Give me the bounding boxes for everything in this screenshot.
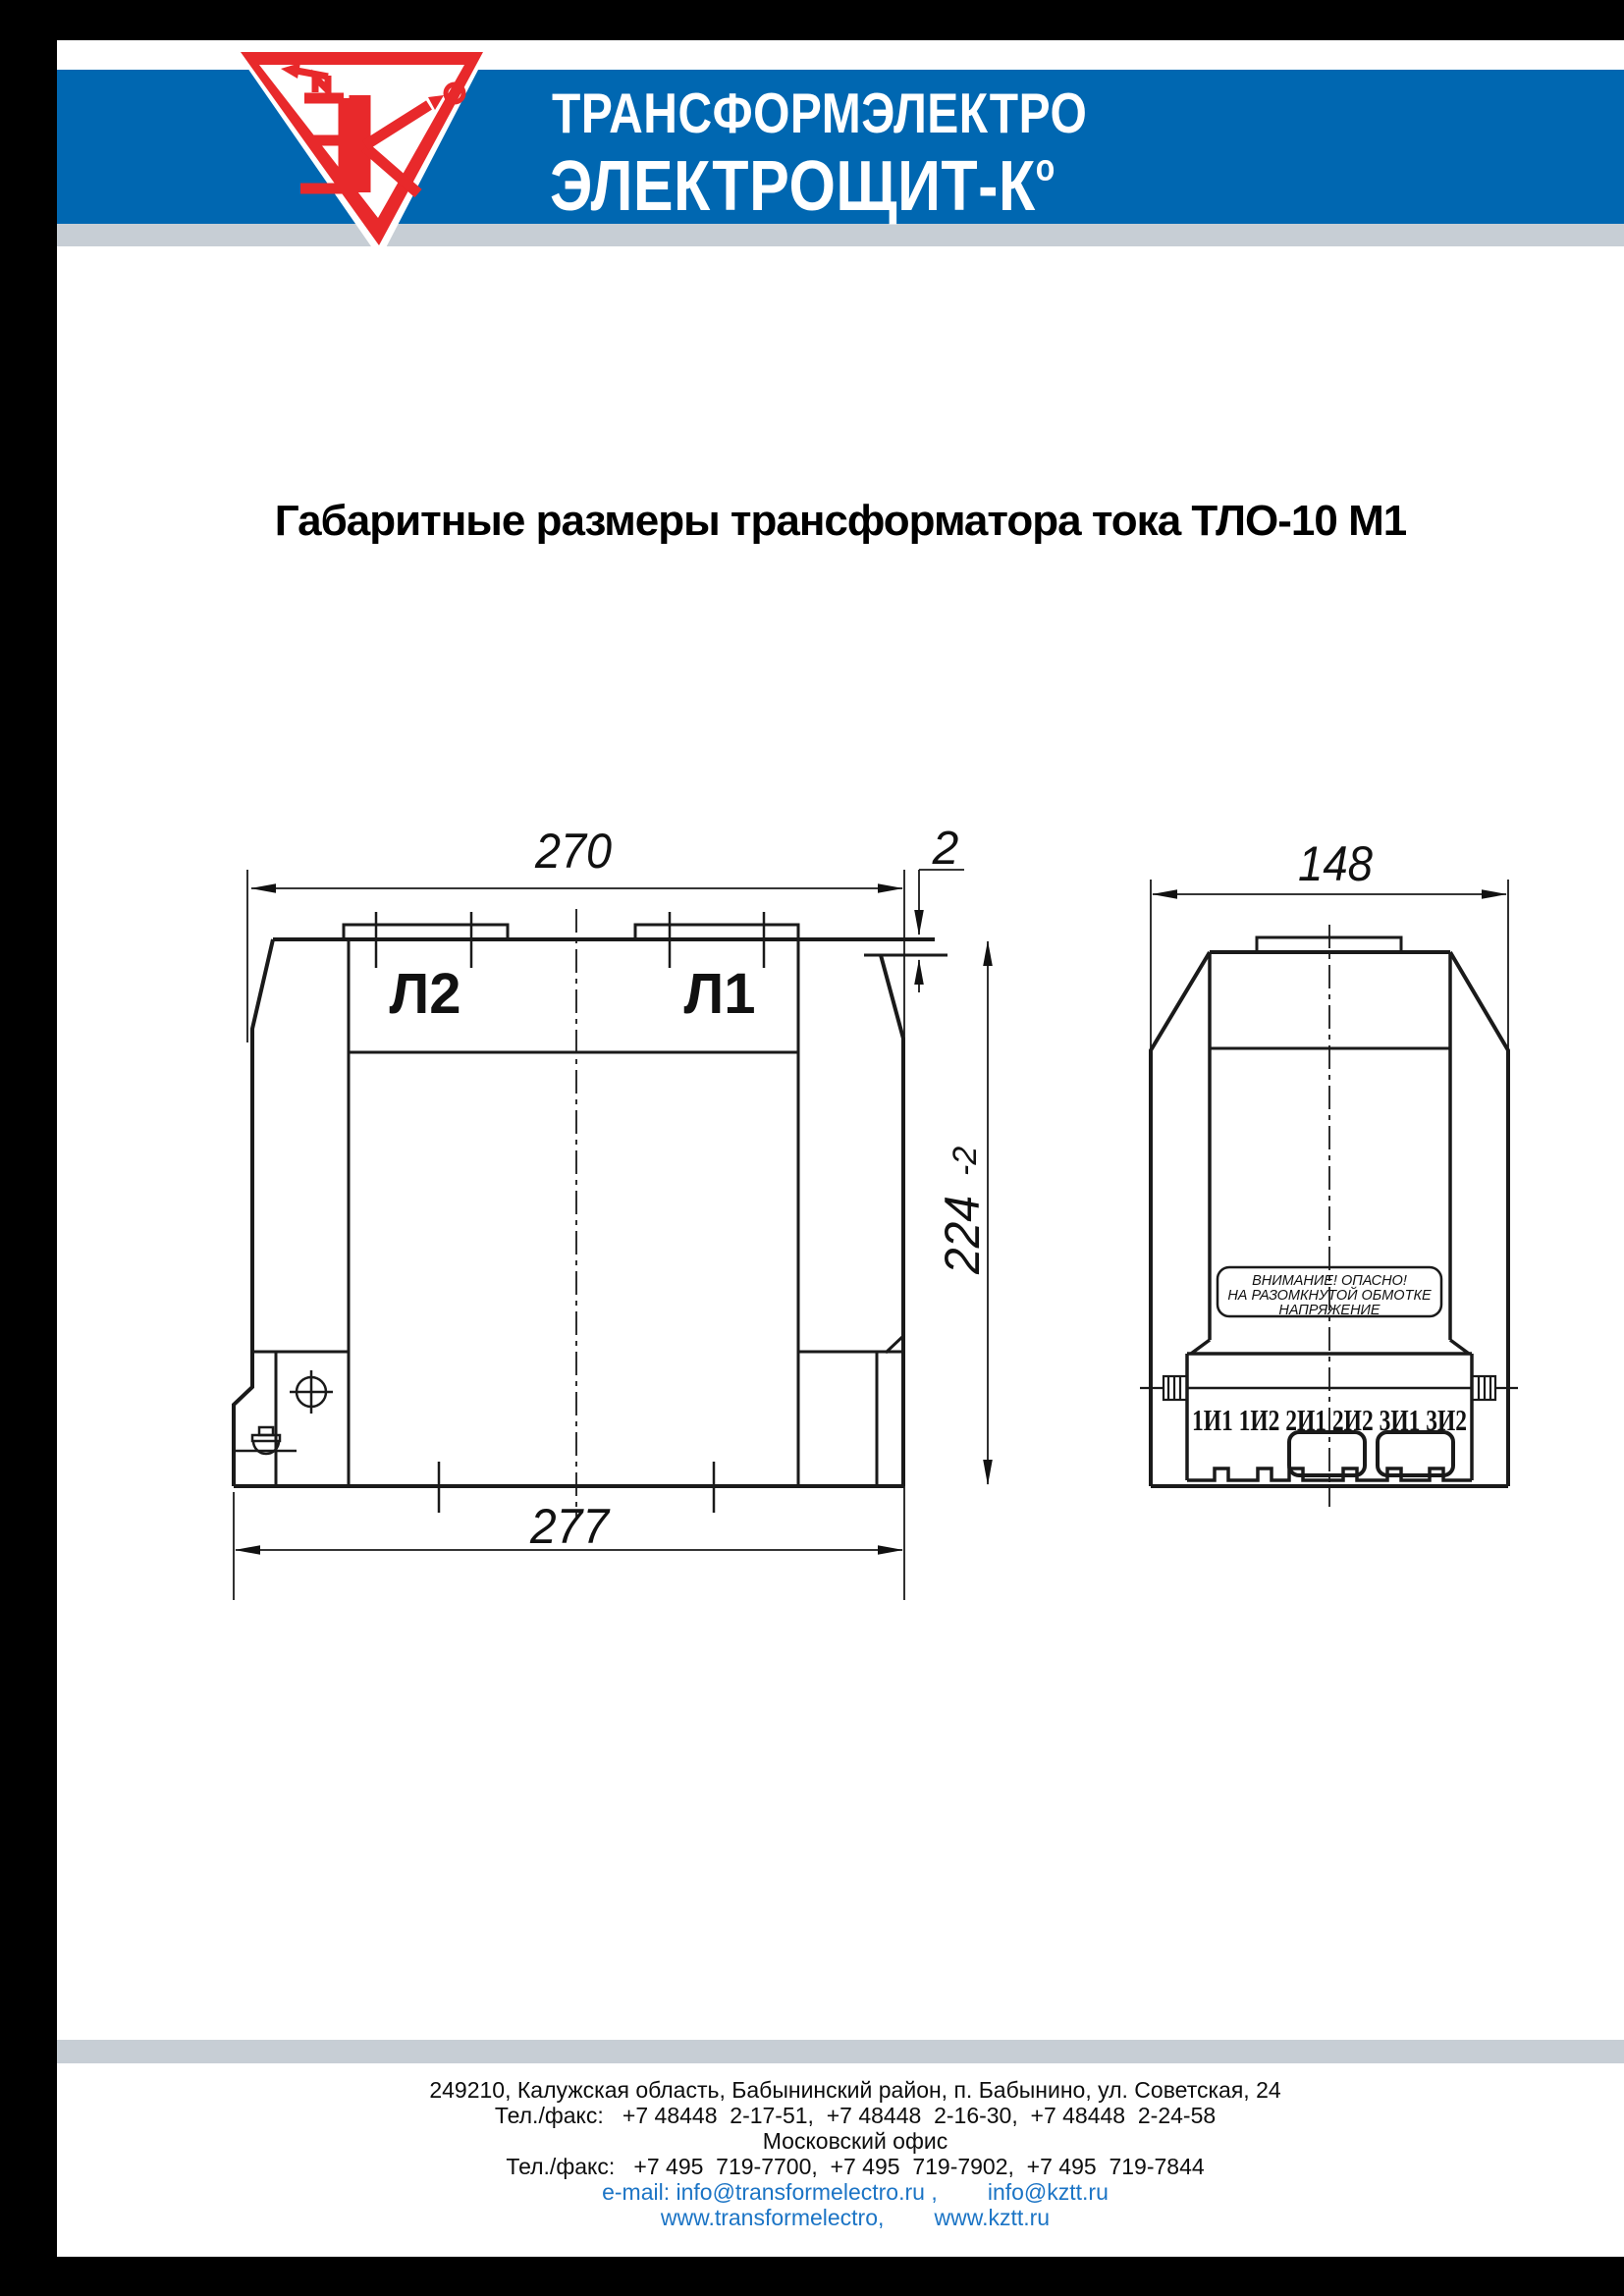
warning-text-line1: ВНИМАНИЕ! ОПАСНО! xyxy=(1252,1273,1407,1289)
secondary-bolt-right-icon xyxy=(1472,1376,1518,1400)
company-line2: ЭЛЕКТРОЩИТ-Ко xyxy=(550,146,1056,226)
terminal-label-l2: Л2 xyxy=(389,962,461,1026)
side-view xyxy=(1140,836,1518,1507)
terminal-label-l1: Л1 xyxy=(683,962,756,1026)
front-body-outline xyxy=(234,939,935,1486)
footer-email-links[interactable]: e-mail: info@transformelectro.ru , info@kztt.ru xyxy=(602,2179,1109,2205)
secondary-terminal-labels: 1И1 1И2 2И1 2И2 3И1 3И2 xyxy=(1192,1403,1467,1437)
footer-web-links[interactable]: www.transformelectro, www.kztt.ru xyxy=(660,2205,1051,2230)
front-view xyxy=(234,823,990,1600)
footer-phones-moscow: Тел./факс: +7 495 719-7700, +7 495 719-7902, +7 495 719-7844 xyxy=(506,2154,1205,2179)
footer-contacts xyxy=(57,2077,1624,2230)
warning-text-line3: НАПРЯЖЕНИЕ xyxy=(1278,1303,1380,1318)
dim-148-value: 148 xyxy=(1298,836,1374,891)
dim-270-value: 270 xyxy=(534,824,613,879)
dim-2 xyxy=(919,870,964,992)
dim-277-value: 277 xyxy=(529,1499,612,1554)
dim-2-value: 2 xyxy=(932,823,959,875)
footer-office: Московский офис xyxy=(762,2128,948,2154)
warning-text-line2: НА РАЗОМКНУТОЙ ОБМОТКЕ xyxy=(1227,1288,1432,1304)
mounting-screw-icon xyxy=(290,1370,333,1414)
footer-address: 249210, Калужская область, Бабынинский район, п. Бабынино, ул. Советская, 24 xyxy=(429,2077,1281,2103)
side-screw-icon xyxy=(236,1427,297,1454)
secondary-bolt-left-icon xyxy=(1140,1376,1187,1400)
dim-224-value: 224 xyxy=(935,1192,990,1274)
company-line1: ТРАНСФОРМЭЛЕКТРО xyxy=(552,82,1088,145)
dim-224-tolerance: -2 xyxy=(947,1146,984,1176)
footer-phones-local: Тел./факс: +7 48448 2-17-51, +7 48448 2-16-30, +7 48448 2-24-58 xyxy=(494,2103,1217,2128)
company-logo-icon xyxy=(232,45,491,259)
front-body-inner-lines xyxy=(252,939,947,1486)
front-terminal-pads xyxy=(344,925,798,939)
company-superscript: о xyxy=(1035,146,1056,188)
page-title: Габаритные размеры трансформатора тока ТЛО-10 М1 xyxy=(274,497,1407,545)
